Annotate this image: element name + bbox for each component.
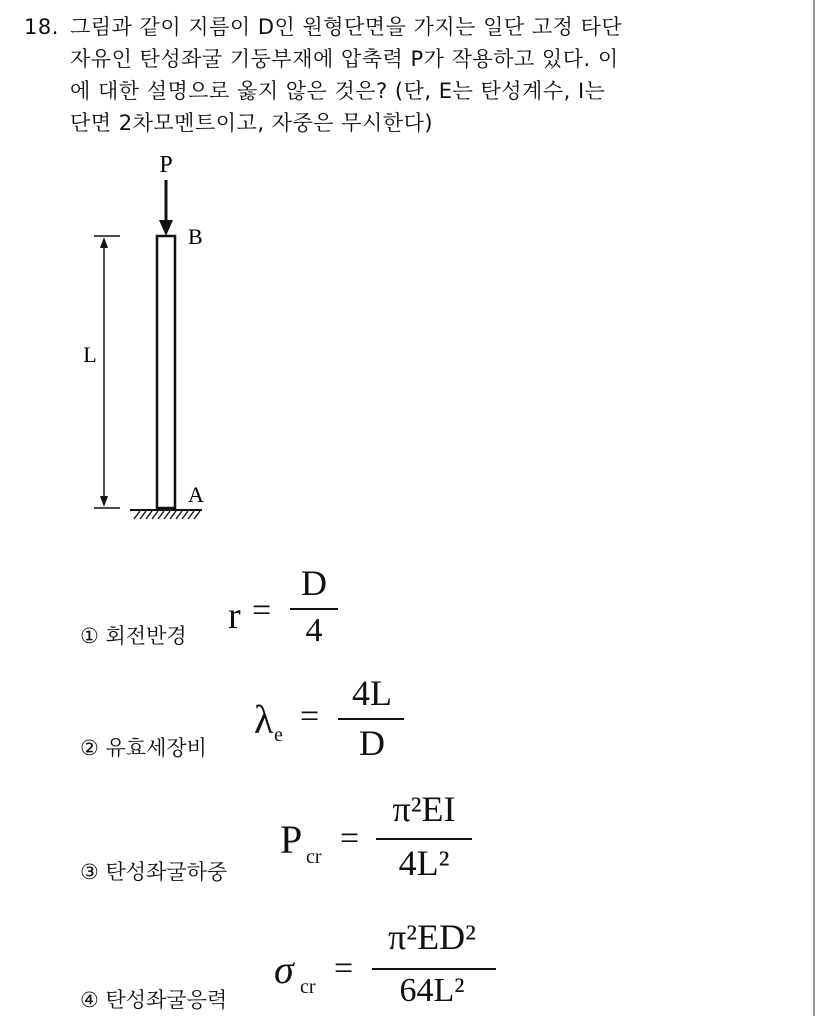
option-1-label[interactable]: ① 회전반경 (80, 624, 187, 648)
load-label: P (159, 152, 173, 178)
option-1-numerator: D (301, 563, 327, 603)
fixed-support-hatch (134, 511, 200, 519)
option-2-lhs: λ (254, 697, 274, 742)
option-2-denominator: D (359, 723, 385, 763)
column-member (157, 236, 175, 508)
option-4-equals: = (334, 950, 354, 987)
bottom-label: A (188, 482, 204, 507)
page-right-border (813, 0, 815, 1016)
option-2-lhs-sub: e (274, 724, 283, 746)
option-3-lhs-sub: cr (306, 846, 322, 868)
option-3-equals: = (340, 820, 360, 857)
option-3-label[interactable]: ③ 탄성좌굴하중 (80, 860, 228, 884)
question-line-3: 에 대한 설명으로 옳지 않은 것은? (단, E는 탄성계수, I는 (70, 79, 606, 103)
option-1-lhs: r (228, 595, 241, 637)
column-figure (60, 140, 260, 540)
option-4-fraction-bar (372, 968, 496, 970)
load-arrow-head (159, 220, 173, 236)
option-4-denominator: 64L² (399, 972, 465, 1009)
question-line-2: 자유인 탄성좌굴 기둥부재에 압축력 P가 작용하고 있다. 이 (70, 47, 619, 71)
option-4-lhs-sub: cr (300, 976, 316, 998)
dim-arrow-top (100, 237, 108, 248)
question-line-4: 단면 2차모멘트이고, 자중은 무시한다) (70, 111, 434, 135)
option-3-denominator: 4L² (398, 843, 450, 883)
option-2-numerator: 4L (352, 673, 392, 713)
top-label: B (188, 224, 203, 249)
option-3-lhs: P (280, 817, 303, 862)
option-1-denominator: 4 (305, 612, 323, 649)
option-4-label[interactable]: ④ 탄성좌굴응력 (80, 988, 228, 1012)
option-1-equals: = (252, 592, 272, 629)
dim-arrow-bottom (100, 496, 108, 507)
option-3-numerator: π²EI (392, 789, 456, 829)
length-label: L (83, 342, 97, 367)
option-3-fraction-bar (376, 838, 472, 840)
option-1-fraction-bar (290, 608, 338, 610)
question-line-1 (24, 12, 622, 42)
option-2-label[interactable]: ② 유효세장비 (80, 736, 207, 760)
option-2-equals: = (300, 698, 320, 735)
question-text-1: 그림과 같이 지름이 D인 원형단면을 가지는 일단 고정 타단 (70, 15, 623, 39)
option-4-numerator: π²ED² (388, 917, 476, 957)
question-number: 18. (24, 15, 59, 39)
option-2-fraction-bar (338, 718, 404, 720)
option-4-lhs: σ (274, 947, 294, 992)
